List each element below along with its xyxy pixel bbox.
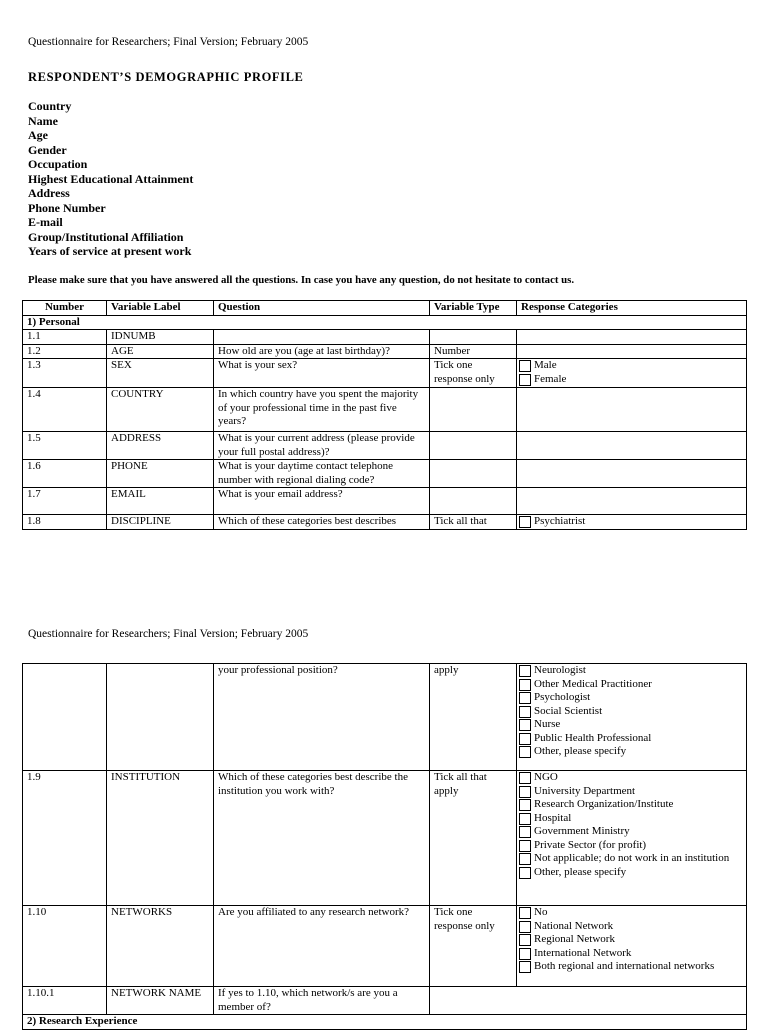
instruction-notice: Please make sure that you have answered all the questions. In case you have any question, do not hesitate to contact us. [28, 274, 575, 286]
header-question: Question [214, 301, 430, 316]
row-label: NETWORK NAME [107, 987, 214, 1015]
row-question: Which of these categories best describe the institution you work with? [214, 771, 430, 906]
field-affiliation: Group/Institutional Affiliation [28, 229, 184, 244]
row-question: How old are you (age at last birthday)? [214, 344, 430, 359]
checkbox[interactable] [519, 934, 531, 946]
row-response [517, 664, 747, 771]
table-header-row [23, 301, 747, 316]
checkbox[interactable] [519, 853, 531, 865]
option-psychiatrist[interactable]: Psychiatrist [519, 515, 742, 529]
option-international[interactable]: International Network [519, 947, 742, 961]
table-row [23, 344, 747, 359]
row-response [517, 388, 747, 432]
checkbox[interactable] [519, 679, 531, 691]
checkbox[interactable] [519, 786, 531, 798]
option-ngo[interactable]: NGO [519, 771, 742, 785]
option-not-applicable[interactable]: Not applicable; do not work in an institution [519, 852, 742, 866]
row-response [517, 488, 747, 515]
header-variable-type: Variable Type [430, 301, 517, 316]
row-label: IDNUMB [107, 330, 214, 345]
table-row [23, 330, 747, 345]
row-type [430, 388, 517, 432]
checkbox[interactable] [519, 746, 531, 758]
checkbox[interactable] [519, 948, 531, 960]
row-type: Tick all that apply [430, 771, 517, 906]
row-response [517, 330, 747, 345]
row-label: PHONE [107, 460, 214, 488]
field-years-service: Years of service at present work [28, 244, 192, 258]
header-number: Number [23, 301, 107, 316]
option-neurologist[interactable]: Neurologist [519, 664, 742, 678]
row-type: Tick one response only [430, 906, 517, 987]
questionnaire-table-page2 [22, 663, 747, 1030]
row-number: 1.10 [23, 906, 107, 987]
row-type [430, 330, 517, 345]
table-row [23, 432, 747, 460]
table-row [23, 359, 747, 388]
row-response [517, 515, 747, 530]
checkbox[interactable] [519, 907, 531, 919]
checkbox[interactable] [519, 374, 531, 386]
row-number: 1.1 [23, 330, 107, 345]
questionnaire-table-page1 [22, 300, 747, 530]
option-research-org[interactable]: Research Organization/Institute [519, 798, 742, 812]
row-question: What is your daytime contact telephone number with regional dialing code? [214, 460, 430, 488]
row-response [517, 344, 747, 359]
field-name: Name [28, 113, 58, 128]
option-national[interactable]: National Network [519, 920, 742, 934]
row-type: apply [430, 664, 517, 771]
row-number: 1.6 [23, 460, 107, 488]
checkbox[interactable] [519, 799, 531, 811]
row-type: Tick one response only [430, 359, 517, 388]
row-number: 1.5 [23, 432, 107, 460]
checkbox[interactable] [519, 692, 531, 704]
row-label: DISCIPLINE [107, 515, 214, 530]
option-government[interactable]: Government Ministry [519, 825, 742, 839]
table-row-continued [23, 664, 747, 771]
option-private-sector[interactable]: Private Sector (for profit) [519, 839, 742, 853]
checkbox[interactable] [519, 772, 531, 784]
checkbox[interactable] [519, 516, 531, 528]
row-question [214, 330, 430, 345]
table-row [23, 488, 747, 515]
row-question: Are you affiliated to any research network? [214, 906, 430, 987]
option-both[interactable]: Both regional and international networks [519, 960, 742, 974]
section-personal: 1) Personal [23, 315, 747, 330]
checkbox[interactable] [519, 665, 531, 677]
row-number: 1.4 [23, 388, 107, 432]
table-row [23, 906, 747, 987]
option-university[interactable]: University Department [519, 785, 742, 799]
row-type: Tick all that [430, 515, 517, 530]
field-education: Highest Educational Attainment [28, 171, 194, 186]
row-response [517, 771, 747, 906]
row-response [517, 460, 747, 488]
row-question: What is your email address? [214, 488, 430, 515]
row-question: What is your current address (please provide your full postal address)? [214, 432, 430, 460]
field-age: Age [28, 128, 48, 142]
checkbox[interactable] [519, 706, 531, 718]
row-number: 1.2 [23, 344, 107, 359]
section-row [23, 315, 747, 330]
field-phone: Phone Number [28, 200, 106, 215]
header-variable-label: Variable Label [107, 301, 214, 316]
checkbox[interactable] [519, 719, 531, 731]
field-country: Country [28, 99, 72, 113]
checkbox[interactable] [519, 360, 531, 372]
checkbox[interactable] [519, 813, 531, 825]
page-header-2: Questionnaire for Researchers; Final Version; February 2005 [28, 628, 309, 640]
row-label: INSTITUTION [107, 771, 214, 906]
checkbox[interactable] [519, 840, 531, 852]
row-response [430, 987, 747, 1015]
page-header: Questionnaire for Researchers; Final Version; February 2005 [28, 36, 309, 48]
row-question: What is your sex? [214, 359, 430, 388]
option-hospital[interactable]: Hospital [519, 812, 742, 826]
row-type [430, 488, 517, 515]
option-psychologist[interactable]: Psychologist [519, 691, 742, 705]
option-male[interactable]: Male [519, 359, 742, 373]
row-label: EMAIL [107, 488, 214, 515]
row-type [430, 432, 517, 460]
table-row [23, 987, 747, 1015]
option-no[interactable]: No [519, 906, 742, 920]
checkbox[interactable] [519, 961, 531, 973]
row-label: SEX [107, 359, 214, 388]
row-number: 1.10.1 [23, 987, 107, 1015]
option-regional[interactable]: Regional Network [519, 933, 742, 947]
table-row [23, 388, 747, 432]
checkbox[interactable] [519, 826, 531, 838]
table-row [23, 771, 747, 906]
row-number [23, 664, 107, 771]
section-research-experience: 2) Research Experience [23, 1015, 747, 1030]
option-other-specify[interactable]: Other, please specify [519, 866, 742, 880]
field-occupation: Occupation [28, 157, 88, 171]
checkbox[interactable] [519, 867, 531, 879]
row-response [517, 359, 747, 388]
field-address: Address [28, 186, 70, 200]
row-question: Which of these categories best describes [214, 515, 430, 530]
row-number: 1.7 [23, 488, 107, 515]
section-row [23, 1015, 747, 1030]
option-nurse[interactable]: Nurse [519, 718, 742, 732]
row-number: 1.3 [23, 359, 107, 388]
row-type [430, 460, 517, 488]
row-label [107, 664, 214, 771]
row-number: 1.9 [23, 771, 107, 906]
row-label: COUNTRY [107, 388, 214, 432]
header-response-categories: Response Categories [517, 301, 747, 316]
row-type: Number [430, 344, 517, 359]
option-public-health[interactable]: Public Health Professional [519, 732, 742, 746]
option-other-specify[interactable]: Other, please specify [519, 745, 742, 759]
field-gender: Gender [28, 142, 67, 157]
option-other-medical[interactable]: Other Medical Practitioner [519, 678, 742, 692]
section-title: RESPONDENT’S DEMOGRAPHIC PROFILE [28, 70, 304, 84]
row-label: ADDRESS [107, 432, 214, 460]
demographic-field-list [28, 99, 193, 259]
row-response [517, 906, 747, 987]
row-question: If yes to 1.10, which network/s are you a member of? [214, 987, 430, 1015]
row-label: AGE [107, 344, 214, 359]
row-question: your professional position? [214, 664, 430, 771]
option-social-scientist[interactable]: Social Scientist [519, 705, 742, 719]
row-label: NETWORKS [107, 906, 214, 987]
row-question: In which country have you spent the majority of your professional time in the past five years? [214, 388, 430, 432]
checkbox[interactable] [519, 921, 531, 933]
checkbox[interactable] [519, 733, 531, 745]
row-response [517, 432, 747, 460]
row-number: 1.8 [23, 515, 107, 530]
table-row [23, 460, 747, 488]
table-row [23, 515, 747, 530]
field-email: E-mail [28, 215, 63, 229]
option-female[interactable]: Female [519, 373, 742, 387]
